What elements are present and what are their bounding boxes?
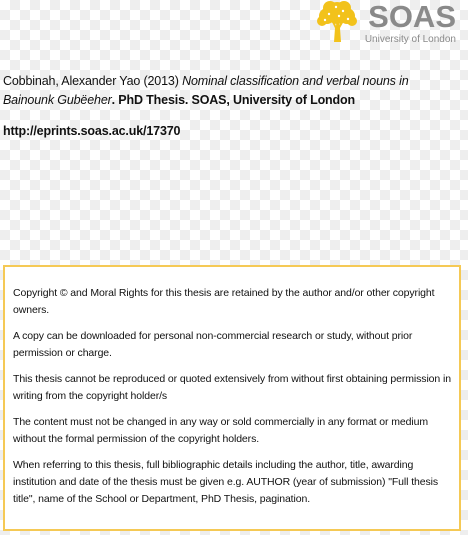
citation-url[interactable]: http://eprints.soas.ac.uk/17370 bbox=[3, 124, 181, 138]
soas-tree-icon bbox=[315, 0, 359, 42]
logo-name: SOAS bbox=[368, 0, 456, 34]
citation bbox=[3, 72, 458, 110]
citation-title: Nominal classification and verbal nouns in Bainounk Gubëeher bbox=[3, 74, 409, 107]
copyright-paragraph: When referring to this thesis, full bibliographic details including the author, title, awarding institution and date of the thesis must be given e.g. AUTHOR (year of submission) "Full thesis title", name of the School or Department, PhD Thesis, pagination. bbox=[13, 459, 439, 505]
citation-publication: . PhD Thesis. SOAS, University of London bbox=[111, 93, 355, 107]
logo-subtitle: University of London bbox=[364, 34, 456, 45]
copyright-notice-box bbox=[3, 265, 461, 531]
copyright-paragraph: Copyright © and Moral Rights for this thesis are retained by the author and/or other copyright owners. bbox=[13, 287, 435, 316]
copyright-paragraph: The content must not be changed in any way or sold commercially in any format or medium without the formal permission of the copyright holders. bbox=[13, 416, 428, 445]
copyright-paragraph: A copy can be downloaded for personal non-commercial research or study, without prior permission or charge. bbox=[13, 330, 413, 359]
citation-author-year: Cobbinah, Alexander Yao (2013) bbox=[3, 74, 183, 88]
copyright-paragraph: This thesis cannot be reproduced or quoted extensively from without first obtaining permission in writing from the copyright holder/s bbox=[13, 373, 451, 402]
soas-logo bbox=[315, 0, 456, 46]
